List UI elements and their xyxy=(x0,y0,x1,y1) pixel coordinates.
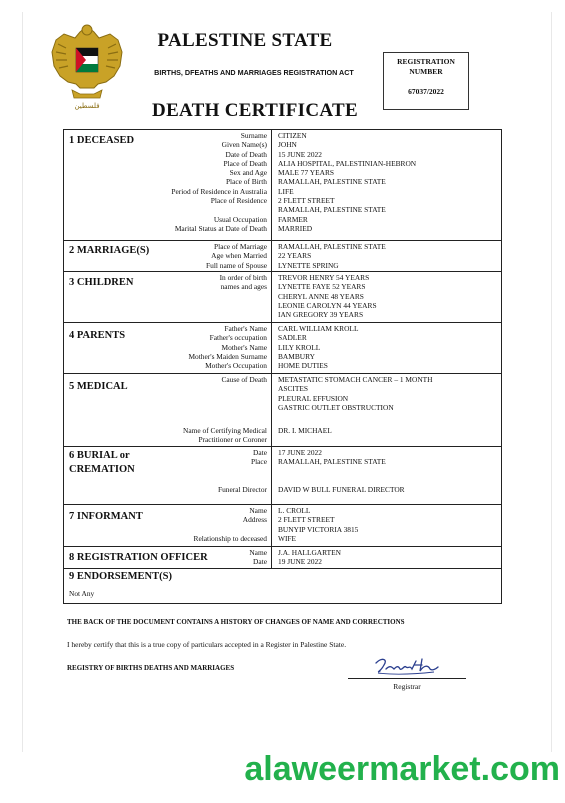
value: TREVOR HENRY 54 YEARS xyxy=(278,273,370,282)
value: ALIA HOSPITAL, PALESTINIAN-HEBRON xyxy=(278,158,417,168)
palestine-eagle-emblem-icon xyxy=(50,18,124,110)
label: Mother's Occupation xyxy=(205,361,267,371)
label: Mother's Maiden Surname xyxy=(188,351,267,361)
registrar-signature xyxy=(372,655,442,677)
value: J.A. HALLGARTEN xyxy=(278,548,341,557)
section-deceased xyxy=(64,130,501,241)
section-title: 4 PARENTS xyxy=(69,330,126,341)
value: SADLER xyxy=(278,333,307,343)
medical-cause-label xyxy=(64,375,267,384)
value: DAVID W BULL FUNERAL DIRECTOR xyxy=(278,485,405,494)
value: MARRIED xyxy=(278,223,313,233)
value: RAMALLAH, PALESTINE STATE xyxy=(278,177,386,187)
value: 22 YEARS xyxy=(278,251,312,261)
emblem-text: فلسطين xyxy=(74,102,100,110)
section-title-line: CREMATION xyxy=(69,464,135,475)
label: Surname xyxy=(240,131,267,140)
label: Date xyxy=(253,448,267,457)
back-notice: THE BACK OF THE DOCUMENT CONTAINS A HISTORY OF CHANGES OF NAME AND CORRECTIONS xyxy=(67,618,405,626)
section-burial xyxy=(64,447,501,505)
label: Marital Status at Date of Death xyxy=(174,223,267,233)
medical-certifier-label xyxy=(64,426,267,445)
value: LIFE xyxy=(278,186,294,196)
marriage-labels xyxy=(64,242,267,270)
medical-certifier xyxy=(274,426,500,435)
label: Father's occupation xyxy=(209,333,267,343)
value: LYNETTE SPRING xyxy=(278,260,339,270)
value: DR. I. MICHAEL xyxy=(278,426,332,435)
label: In order of birth xyxy=(219,273,267,282)
label: Place of Birth xyxy=(225,177,267,187)
burial-director-label xyxy=(64,485,267,494)
label: Place of Death xyxy=(223,158,267,168)
parents-values xyxy=(274,324,500,370)
value: JOHN xyxy=(278,140,297,150)
value: RAMALLAH, PALESTINE STATE xyxy=(278,457,386,467)
label: Place of Marriage xyxy=(214,242,267,251)
label: Name of Certifying Medical xyxy=(183,426,267,435)
section-title-line: 6 BURIAL or xyxy=(69,450,130,461)
value: 15 JUNE 2022 xyxy=(278,149,322,159)
label: Place of Residence xyxy=(210,196,267,206)
certificate-table xyxy=(63,129,502,604)
burial-labels xyxy=(64,448,267,467)
marriage-values xyxy=(274,242,500,270)
value: L. CROLL xyxy=(278,506,311,515)
section-title: 8 REGISTRATION OFFICER xyxy=(69,552,208,563)
label: Place xyxy=(250,457,267,467)
label: Address xyxy=(242,515,267,525)
label: Sex and Age xyxy=(229,168,267,178)
label: Age when Married xyxy=(211,251,267,261)
officer-values xyxy=(274,548,500,567)
label: Mother's Name xyxy=(221,342,267,352)
burial-director xyxy=(274,485,500,494)
section-marriage xyxy=(64,241,501,272)
state-title: PALESTINE STATE xyxy=(157,30,333,51)
label: Name xyxy=(249,506,267,515)
label: Father's Name xyxy=(224,324,267,333)
label: Date of Death xyxy=(225,149,267,159)
value: ASCITES xyxy=(278,384,308,394)
medical-causes xyxy=(274,375,500,412)
label: Funeral Director xyxy=(217,485,267,494)
registration-label-1: REGISTRATION xyxy=(397,57,455,66)
label: names and ages xyxy=(220,282,267,292)
value: 2 FLETT STREET xyxy=(278,515,335,525)
certify-statement: I hereby certify that this is a true copy of particulars accepted in a Register in Palestine State. xyxy=(67,640,347,649)
watermark-text: alaweermarket.com xyxy=(244,750,560,788)
value: IAN GREGORY 39 YEARS xyxy=(278,310,364,320)
value: WIFE xyxy=(278,533,297,543)
value: LYNETTE FAYE 52 YEARS xyxy=(278,282,366,292)
act-title: BIRTHS, DFEATHS AND MARRIAGES REGISTRATION ACT xyxy=(154,68,354,77)
section-title: 9 ENDORSEMENT(S) xyxy=(69,571,172,582)
section-title: 1 DECEASED xyxy=(69,135,135,146)
children-values xyxy=(274,273,500,319)
section-title: 2 MARRIAGE(S) xyxy=(69,245,150,256)
value: 19 JUNE 2022 xyxy=(278,557,322,567)
section-parents xyxy=(64,323,501,374)
section-title: 7 INFORMANT xyxy=(69,511,143,522)
officer-labels xyxy=(64,548,267,567)
value: CITIZEN xyxy=(278,131,307,140)
certificate-title: DEATH CERTIFICATE xyxy=(152,100,358,121)
value: 17 JUNE 2022 xyxy=(278,448,322,457)
value: CARL WILLIAM KROLL xyxy=(278,324,359,333)
section-medical xyxy=(64,374,501,447)
section-title: 5 MEDICAL xyxy=(69,381,128,392)
value: HOME DUTIES xyxy=(278,361,328,371)
label: Practitioner or Coroner xyxy=(198,435,267,445)
value: CHERYL ANNE 48 YEARS xyxy=(278,291,364,301)
informant-labels xyxy=(64,506,267,543)
value: FARMER xyxy=(278,214,308,224)
value: RAMALLAH, PALESTINE STATE xyxy=(278,205,386,215)
value: LILY KROLL xyxy=(278,342,321,352)
value: METASTATIC STOMACH CANCER – 1 MONTH xyxy=(278,375,433,384)
registration-number: 67037/2022 xyxy=(408,87,444,96)
label xyxy=(64,205,267,214)
value: MALE 77 YEARS xyxy=(278,168,334,178)
value: 2 FLETT STREET xyxy=(278,196,335,206)
children-labels xyxy=(64,273,267,292)
signature-line xyxy=(348,678,466,679)
section-informant xyxy=(64,505,501,547)
label: Cause of Death xyxy=(221,375,267,384)
value: BUNYIP VICTORIA 3815 xyxy=(278,524,359,534)
value: RAMALLAH, PALESTINE STATE xyxy=(278,242,386,251)
label: Relationship to deceased xyxy=(193,533,267,543)
section-endorsement xyxy=(64,569,501,603)
label xyxy=(64,525,267,534)
registrar-label: Registrar xyxy=(393,682,421,691)
deceased-labels xyxy=(64,131,267,233)
section-title: 3 CHILDREN xyxy=(69,277,134,288)
endorsement-value: Not Any xyxy=(69,589,95,598)
section-registration-officer xyxy=(64,547,501,569)
label: Name xyxy=(249,548,267,557)
label: Date xyxy=(253,557,267,567)
label: Usual Occupation xyxy=(213,214,267,224)
value: GASTRIC OUTLET OBSTRUCTION xyxy=(278,402,394,412)
parents-labels xyxy=(64,324,267,370)
value: PLEURAL EFFUSION xyxy=(278,393,349,403)
registration-label-2: NUMBER xyxy=(409,67,443,76)
section-children xyxy=(64,272,501,323)
deceased-values xyxy=(274,131,500,233)
informant-values xyxy=(274,506,500,543)
burial-values xyxy=(274,448,500,467)
label: Full name of Spouse xyxy=(206,260,267,270)
registry-name: REGISTRY OF BIRTHS DEATHS AND MARRIAGES xyxy=(67,664,235,672)
label: Period of Residence in Australia xyxy=(171,186,267,196)
value: LEONIE CAROLYN 44 YEARS xyxy=(278,300,377,310)
value: BAMBURY xyxy=(278,351,315,361)
registration-number-box xyxy=(383,52,469,110)
label: Given Name(s) xyxy=(221,140,267,150)
